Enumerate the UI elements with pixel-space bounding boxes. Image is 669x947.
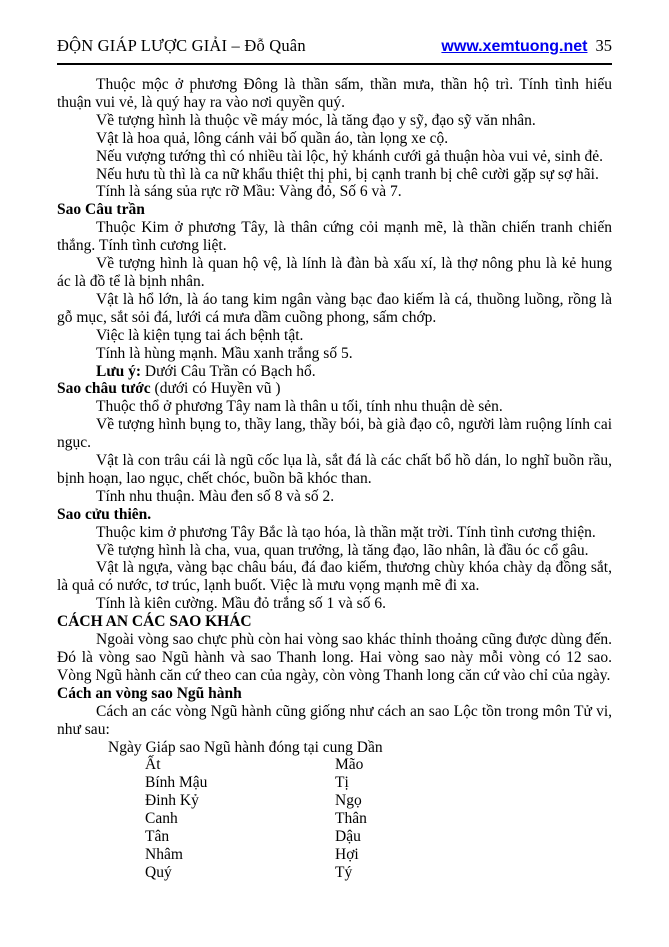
text-run: Sao cửu thiên. [57, 505, 152, 523]
section-heading [57, 613, 612, 631]
paragraph [57, 452, 612, 488]
paragraph [57, 631, 612, 685]
heading-suffix: (dưới có Huyền vũ ) [150, 380, 281, 398]
paragraph [57, 148, 612, 166]
book-title: ĐỘN GIÁP LƯỢC GIẢI – Đỗ Quân [57, 36, 306, 55]
paragraph [57, 524, 612, 542]
chi-cell: Hợi [335, 845, 359, 863]
text-run: Tính là hùng mạnh. Mầu xanh trắng số 5. [96, 344, 353, 362]
can-cell: Nhâm [145, 845, 183, 863]
table-row [145, 828, 612, 846]
page-header [57, 36, 612, 56]
text-run: Thuộc kim ở phương Tây Bắc là tạo hóa, là thần mặt trời. Tính tình cương thiện. [96, 523, 596, 541]
text-run: CÁCH AN CÁC SAO KHÁC [57, 613, 252, 631]
paragraph [57, 398, 612, 416]
can-cell: Quý [145, 863, 172, 881]
paragraph [57, 183, 612, 201]
table-row [145, 774, 612, 792]
text-run: Vật là hoa quả, lông cánh vải bố quần áo, tàn lọng xe cộ. [96, 129, 449, 147]
paragraph [57, 327, 612, 345]
section-heading [57, 380, 612, 398]
text-run: Tính nhu thuận. Màu đen số 8 và số 2. [96, 487, 335, 505]
text-run: Vật là con trâu cái là ngũ cốc lụa là, sắt đá là các chất bổ hồ dán, lo nghĩ buồn rầu, bịnh hoạn, lao ngục, chết chóc, buồn bã khóc than. [57, 452, 612, 487]
paragraph [57, 595, 612, 613]
text-run: Nếu vượng tướng thì có nhiều tài lộc, hỷ khánh cưới gả thuận hòa vui vẻ, sinh đẻ. [96, 147, 603, 165]
can-cell: Bính Mậu [145, 774, 208, 792]
header-divider [57, 63, 612, 65]
paragraph [57, 76, 612, 112]
website-link[interactable]: www.xemtuong.net [441, 38, 588, 55]
text-run: Thuộc Kim ở phương Tây, là thân cứng cỏi mạnh mẽ, là thần chiến tranh chiến thắng. Tính tình cương liệt. [57, 219, 612, 255]
section-heading [57, 201, 612, 219]
section-heading [57, 506, 612, 524]
chi-cell: Mão [335, 756, 364, 774]
can-cell: Đinh Kỷ [145, 792, 199, 810]
text-run: Sao châu tước [57, 380, 151, 398]
ngu-hanh-table [145, 756, 612, 881]
paragraph [57, 291, 612, 327]
text-run: Cách an vòng sao Ngũ hành [57, 684, 242, 702]
text-run: Tính là sáng sủa rực rỡ Mầu: Vàng đỏ, Số 6 và 7. [96, 183, 402, 201]
text-run: Về tượng hình bụng to, thầy lang, thầy bói, bà già đạo cô, người làm ruộng lính cai ngục. [57, 416, 612, 452]
text-run: Việc là kiện tụng tai ách bệnh tật. [96, 326, 304, 344]
paragraph [57, 703, 612, 739]
text-run: Tính là kiên cường. Mầu đỏ trắng số 1 và số 6. [96, 595, 386, 613]
text-run: Về tượng hình là thuộc về máy móc, là tăng đạo y sỹ, đạo sỹ văn nhân. [96, 111, 536, 129]
text-run: Về tượng hình là quan hộ vệ, là lính là đàn bà xấu xí, là thợ nông phu là kẻ hung ác là đồ tể là bịnh nhân. [57, 255, 612, 290]
paragraph [57, 363, 612, 381]
table-row [145, 846, 612, 864]
paragraph [57, 166, 612, 184]
paragraph [57, 542, 612, 560]
text-run: Nếu hưu tù thì là ca nữ khẩu thiệt thị phi, bị cạnh tranh bị chê cười gặp sự sợ hãi. [96, 165, 599, 183]
paragraph [57, 112, 612, 130]
paragraph [57, 255, 612, 291]
paragraph [57, 130, 612, 148]
text-run: Vật là ngựa, vàng bạc châu báu, đá đao kiếm, thương chùy khóa chày dạ đồng sắt, là quả có nước, tơ trúc, lạnh buốt. Việc là mưu vọng mạnh mẽ đi xa. [57, 559, 612, 595]
table-row [145, 810, 612, 828]
section-heading [57, 685, 612, 703]
can-cell: Ất [145, 756, 161, 774]
paragraph-lead: Lưu ý: [96, 362, 142, 380]
paragraph [57, 559, 612, 595]
can-cell: Tân [145, 828, 170, 846]
text-run: Cách an các vòng Ngũ hành cũng giống như cách an sao Lộc tồn trong môn Tử vi, như sau: [57, 702, 612, 738]
paragraph [57, 345, 612, 363]
table-row [145, 756, 612, 774]
paragraph [57, 739, 612, 757]
text-run: Sao Câu trần [57, 201, 145, 219]
can-cell: Canh [145, 810, 178, 828]
document-body [57, 76, 612, 882]
text-run: Về tượng hình là cha, vua, quan trưởng, là tăng đạo, lão nhân, là đầu óc cổ gâu. [96, 541, 589, 559]
paragraph [57, 488, 612, 506]
chi-cell: Ngọ [335, 792, 362, 810]
paragraph [57, 219, 612, 255]
chi-cell: Thân [335, 810, 367, 828]
chi-cell: Dậu [335, 828, 361, 846]
table-row [145, 864, 612, 882]
header-right [441, 36, 612, 56]
text-run: Thuộc mộc ở phương Đông là thần sấm, thần mưa, thần hộ trì. Tính tình hiếu thuận vui vẻ, là quý hay ra vào nơi quyền quý. [57, 76, 612, 111]
chi-cell: Tý [335, 863, 353, 881]
chi-cell: Tị [335, 774, 349, 792]
page-number: 35 [595, 36, 612, 55]
paragraph [57, 416, 612, 452]
table-row [145, 792, 612, 810]
text-run: Ngày Giáp sao Ngũ hành đóng tại cung Dần [108, 738, 383, 756]
text-run: Dưới Câu Trần có Bạch hổ. [141, 362, 316, 380]
text-run: Vật là hổ lớn, là áo tang kim ngân vàng bạc đao kiếm là cá, thuồng luồng, rồng là gỗ mục, sắt sỏi đá, lưới cá mưa dầm cuồng phong, sấm chớp. [57, 290, 612, 326]
text-run: Ngoài vòng sao chực phù còn hai vòng sao khác thỉnh thoảng cũng được dùng đến. Đó là vòng sao Ngũ hành và sao Thanh long. Hai vòng sao này mỗi vòng có 12 sao. Vòng Ngũ hành căn cứ theo can của ngày, còn vòng Thanh long căn cứ vào chỉ của ngày. [57, 631, 612, 684]
text-run: Thuộc thổ ở phương Tây nam là thân u tối, tính nhu thuận dè sẻn. [96, 398, 503, 416]
